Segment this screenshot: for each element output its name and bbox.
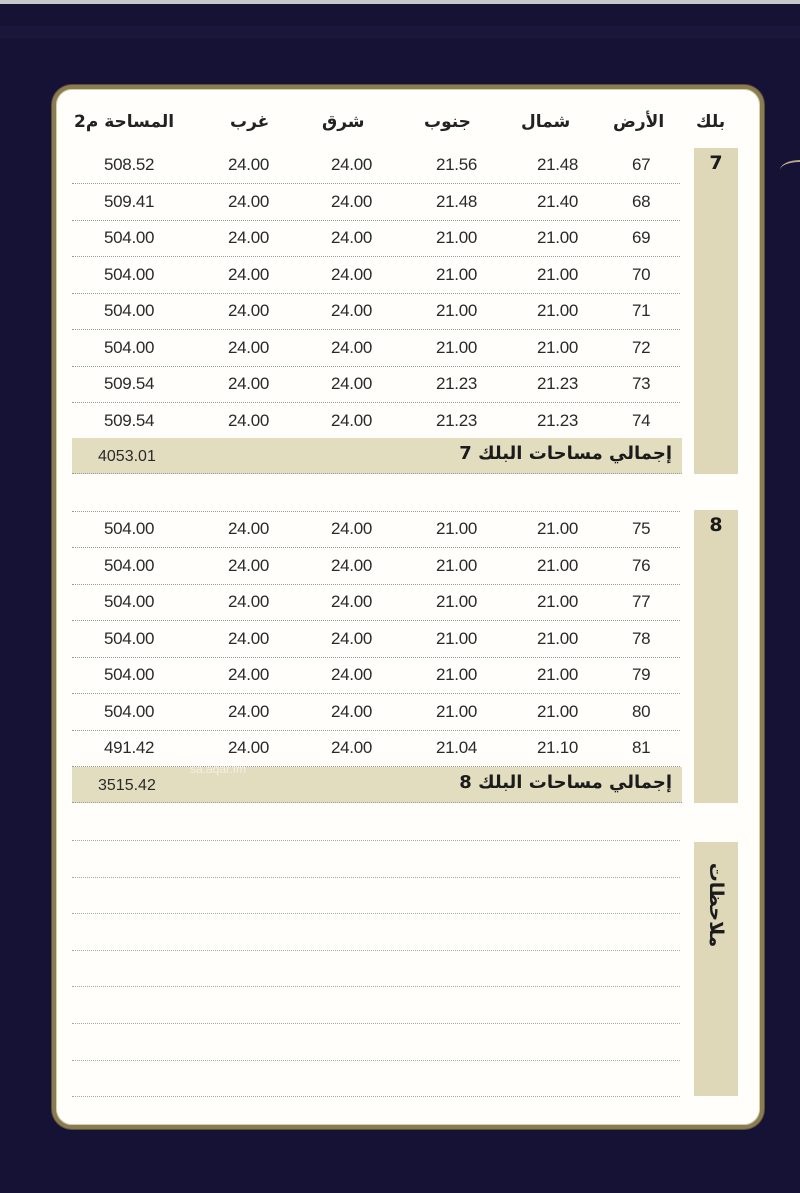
- crescent-decoration-icon: [780, 160, 800, 180]
- note-line: [72, 1060, 680, 1061]
- header-south: جنوب: [424, 112, 471, 132]
- cell-west: 24.00: [228, 337, 270, 357]
- cell-area: 504.00: [104, 701, 155, 721]
- header-area: المساحة م2: [74, 112, 175, 132]
- cell-south: 21.00: [436, 701, 478, 721]
- block-number: 7: [709, 152, 723, 174]
- cell-east: 24.00: [331, 264, 373, 284]
- cell-area: 504.00: [104, 592, 155, 611]
- cell-area: 504.00: [104, 301, 155, 320]
- table-row: [72, 549, 680, 585]
- cell-north: 21.00: [537, 592, 579, 611]
- cell-north: 21.40: [537, 191, 579, 211]
- summary-label: إجمالي مساحات البلك 8: [459, 772, 672, 793]
- cell-east: 24.00: [331, 191, 373, 211]
- cell-area: 504.00: [104, 264, 155, 284]
- cell-area: 509.54: [104, 410, 155, 430]
- cell-area: 504.00: [104, 628, 155, 648]
- cell-south: 21.00: [436, 264, 478, 284]
- cell-north: 21.10: [537, 738, 579, 757]
- cell-plot: 73: [632, 374, 651, 393]
- cell-area: 509.54: [104, 374, 155, 393]
- note-line: [72, 1096, 680, 1097]
- cell-area: 491.42: [104, 738, 155, 757]
- cell-south: 21.48: [436, 191, 478, 211]
- cell-plot: 80: [632, 701, 651, 721]
- cell-west: 24.00: [228, 155, 270, 174]
- cell-east: 24.00: [331, 228, 373, 247]
- header-west: غرب: [230, 112, 270, 132]
- cell-west: 24.00: [228, 191, 270, 211]
- table-row: [72, 622, 680, 658]
- cell-north: 21.23: [537, 374, 579, 393]
- cell-north: 21.48: [537, 155, 579, 174]
- cell-south: 21.04: [436, 738, 478, 757]
- table-row: [72, 221, 680, 257]
- cell-south: 21.00: [436, 628, 478, 648]
- cell-north: 21.00: [537, 264, 579, 284]
- note-line: [72, 1023, 680, 1024]
- header-east: شرق: [322, 112, 365, 132]
- table-row: [72, 185, 680, 221]
- cell-west: 24.00: [228, 628, 270, 648]
- cell-south: 21.00: [436, 555, 478, 575]
- cell-north: 21.00: [537, 301, 579, 320]
- cell-west: 24.00: [228, 228, 270, 247]
- cell-plot: 68: [632, 191, 651, 211]
- table-row: [72, 585, 680, 621]
- cell-north: 21.00: [537, 665, 579, 684]
- cell-plot: 74: [632, 410, 651, 430]
- cell-east: 24.00: [331, 374, 373, 393]
- table-row: [72, 258, 680, 294]
- note-line: [72, 840, 680, 841]
- cell-west: 24.00: [228, 665, 270, 684]
- cell-south: 21.00: [436, 228, 478, 247]
- top-strip: [0, 0, 800, 4]
- cell-north: 21.00: [537, 519, 579, 538]
- cell-east: 24.00: [331, 665, 373, 684]
- notes-title: ملاحظات: [705, 862, 727, 948]
- cell-plot: 67: [632, 155, 651, 174]
- cell-west: 24.00: [228, 374, 270, 393]
- cell-west: 24.00: [228, 301, 270, 320]
- cell-west: 24.00: [228, 701, 270, 721]
- summary-total: 4053.01: [98, 448, 156, 465]
- block-7-summary: [72, 438, 682, 474]
- cell-north: 21.23: [537, 410, 579, 430]
- summary-label: إجمالي مساحات البلك 7: [459, 443, 672, 464]
- background-band: [0, 26, 800, 38]
- cell-area: 504.00: [104, 519, 155, 538]
- cell-south: 21.00: [436, 665, 478, 684]
- cell-south: 21.23: [436, 374, 478, 393]
- cell-north: 21.00: [537, 555, 579, 575]
- block-number: 8: [709, 514, 723, 536]
- cell-east: 24.00: [331, 410, 373, 430]
- cell-plot: 79: [632, 665, 651, 684]
- cell-east: 24.00: [331, 519, 373, 538]
- table-row: [72, 731, 680, 767]
- cell-plot: 72: [632, 337, 651, 357]
- cell-east: 24.00: [331, 738, 373, 757]
- cell-east: 24.00: [331, 701, 373, 721]
- cell-west: 24.00: [228, 555, 270, 575]
- cell-east: 24.00: [331, 555, 373, 575]
- cell-west: 24.00: [228, 738, 270, 757]
- cell-north: 21.00: [537, 228, 579, 247]
- table-row: [72, 331, 680, 367]
- cell-plot: 71: [632, 301, 651, 320]
- cell-north: 21.00: [537, 701, 579, 721]
- cell-south: 21.00: [436, 592, 478, 611]
- cell-area: 509.41: [104, 191, 155, 211]
- cell-north: 21.00: [537, 337, 579, 357]
- table-row: [72, 658, 680, 694]
- cell-north: 21.00: [537, 628, 579, 648]
- cell-plot: 70: [632, 264, 651, 284]
- cell-plot: 81: [632, 738, 651, 757]
- cell-area: 504.00: [104, 337, 155, 357]
- cell-east: 24.00: [331, 628, 373, 648]
- header-north: شمال: [521, 112, 571, 132]
- cell-plot: 78: [632, 628, 651, 648]
- table-row: [72, 367, 680, 403]
- table-row: [72, 404, 680, 440]
- table-row: [72, 148, 680, 184]
- note-line: [72, 950, 680, 951]
- watermark: sa.aqar.fm: [190, 762, 247, 776]
- header-block: بلك: [696, 112, 726, 132]
- cell-south: 21.23: [436, 410, 478, 430]
- cell-east: 24.00: [331, 592, 373, 611]
- summary-total: 3515.42: [98, 777, 156, 794]
- table-row: [72, 512, 680, 548]
- table-row: [72, 294, 680, 330]
- cell-south: 21.00: [436, 301, 478, 320]
- cell-east: 24.00: [331, 337, 373, 357]
- note-line: [72, 986, 680, 987]
- cell-plot: 77: [632, 592, 651, 611]
- note-line: [72, 877, 680, 878]
- cell-plot: 76: [632, 555, 651, 575]
- note-line: [72, 913, 680, 914]
- cell-plot: 69: [632, 228, 651, 247]
- table-row: [72, 695, 680, 731]
- cell-west: 24.00: [228, 264, 270, 284]
- cell-west: 24.00: [228, 410, 270, 430]
- cell-east: 24.00: [331, 155, 373, 174]
- cell-south: 21.00: [436, 337, 478, 357]
- cell-area: 504.00: [104, 555, 155, 575]
- cell-south: 21.56: [436, 155, 478, 174]
- cell-east: 24.00: [331, 301, 373, 320]
- header-plot: الأرض: [613, 112, 665, 132]
- cell-south: 21.00: [436, 519, 478, 538]
- cell-area: 504.00: [104, 665, 155, 684]
- block-8-summary: [72, 767, 682, 803]
- cell-west: 24.00: [228, 519, 270, 538]
- table-header: [72, 112, 732, 146]
- notes-label: [694, 842, 738, 1096]
- cell-area: 504.00: [104, 228, 155, 247]
- cell-area: 508.52: [104, 155, 155, 174]
- block-7-label: [694, 148, 738, 474]
- block-8-label: [694, 510, 738, 803]
- cell-plot: 75: [632, 519, 651, 538]
- cell-west: 24.00: [228, 592, 270, 611]
